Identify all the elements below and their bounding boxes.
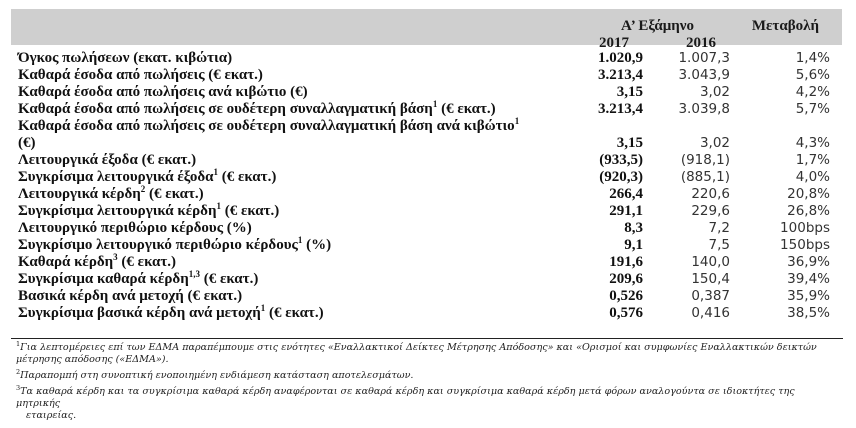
row-label: Καθαρά έσοδα από πωλήσεις σε ουδέτερη συναλλαγματική βάση$^1$ (€ εκατ.) — [18, 99, 496, 117]
table-row — [0, 67, 856, 84]
value-2017: 8,3 — [624, 220, 643, 236]
value-2016: 3,02 — [699, 135, 730, 151]
value-change: 39,4% — [787, 271, 830, 287]
value-change: 150bps — [780, 237, 830, 253]
value-2016: 3.043,9 — [678, 67, 730, 83]
table-row — [0, 237, 856, 254]
value-2016: 3.039,8 — [678, 101, 730, 117]
year-2017-header: 2017 — [599, 35, 629, 51]
value-2017: (933,5) — [599, 152, 643, 168]
value-2016: 0,416 — [691, 305, 730, 321]
value-change: 1,7% — [795, 152, 830, 168]
table-row — [0, 220, 856, 237]
value-change: 4,3% — [795, 135, 830, 151]
value-2017: 3,15 — [616, 135, 643, 151]
footnote: $^1$Για λεπτομέρειες επί των ΕΔΜΑ παραπέμπουμε στις ενότητες «Εναλλακτικοί Δείκτες Μέτρησης Απόδοσης» και «Ορισμοί και συμφωνίες Εναλλακτικών δεικτών μέτρησης απόδοσης («ΕΔΜΑ»). — [16, 340, 817, 365]
value-2017: 209,6 — [609, 271, 643, 287]
row-label: Συγκρίσιμα βασικά κέρδη ανά μετοχή$^1$ (€ εκατ.) — [18, 303, 324, 321]
value-change: 38,5% — [787, 305, 830, 321]
value-change: 5,6% — [795, 67, 830, 83]
table-row — [0, 101, 856, 118]
row-label: Καθαρά κέρδη$^3$ (€ εκατ.) — [18, 252, 177, 270]
row-label: Συγκρίσιμα λειτουργικά κέρδη$^1$ (€ εκατ.) — [18, 201, 280, 219]
row-label: Βασικά κέρδη ανά μετοχή (€ εκατ.) — [18, 288, 243, 304]
value-2016: 3,02 — [699, 84, 730, 100]
value-2017: 9,1 — [624, 237, 643, 253]
row-label: Συγκρίσιμο λειτουργικό περιθώριο κέρδους$^1$ (%) — [18, 235, 332, 253]
table-row — [0, 50, 856, 67]
year-2016-header: 2016 — [686, 35, 716, 51]
row-label: Λειτουργικά έξοδα (€ εκατ.) — [18, 152, 197, 168]
value-2016: 0,387 — [691, 288, 730, 304]
value-2016: (918,1) — [680, 152, 730, 168]
table-bottom-rule — [11, 338, 843, 339]
table-row — [0, 118, 856, 152]
table-row — [0, 84, 856, 101]
footnotes — [16, 342, 836, 426]
value-2017: (920,3) — [599, 169, 643, 185]
value-change: 26,8% — [787, 203, 830, 219]
row-label: Καθαρά έσοδα από πωλήσεις (€ εκατ.) — [18, 67, 263, 83]
row-label: Καθαρά έσοδα από πωλήσεις ανά κιβώτιο (€) — [18, 84, 308, 100]
value-change: 36,9% — [787, 254, 830, 270]
value-2016: 150,4 — [691, 271, 730, 287]
table-body — [0, 50, 856, 322]
value-change: 4,2% — [795, 84, 830, 100]
table-row — [0, 254, 856, 271]
value-2017: 3.213,4 — [598, 101, 643, 117]
value-2016: 1.007,3 — [678, 50, 730, 66]
value-2017: 0,576 — [609, 305, 643, 321]
row-label: Λειτουργικά κέρδη$^2$ (€ εκατ.) — [18, 184, 204, 202]
value-2016: 140,0 — [691, 254, 730, 270]
period-header: Α’ Εξάμηνο — [621, 18, 694, 34]
value-2017: 266,4 — [609, 186, 643, 202]
value-2017: 0,526 — [609, 288, 643, 304]
value-2017: 3.213,4 — [598, 67, 643, 83]
table-row — [0, 186, 856, 203]
value-2017: 1.020,9 — [598, 50, 643, 66]
value-2016: 220,6 — [691, 186, 730, 202]
value-2016: 7,5 — [708, 237, 730, 253]
footnote: $^2$Παραπομπή στη συνοπτική ενοποιημένη ενδιάμεση κατάσταση αποτελεσμάτων. — [16, 368, 414, 381]
table-row — [0, 169, 856, 186]
value-2017: 191,6 — [609, 254, 643, 270]
footnote: $^3$Τα καθαρά κέρδη και τα συγκρίσιμα καθαρά κέρδη αναφέρονται σε καθαρά κέρδη και συγκρίσιμα καθαρά κέρδη μετά φόρων αναλογούντα σε ιδιοκτήτες της μητρικής εταιρείας. — [16, 384, 795, 421]
row-label: Καθαρά έσοδα από πωλήσεις σε ουδέτερη συναλλαγματική βάση ανά κιβώτιο$^1$ (€) — [18, 116, 520, 151]
value-2016: 229,6 — [691, 203, 730, 219]
table-row — [0, 152, 856, 169]
value-change: 100bps — [780, 220, 830, 236]
value-change: 20,8% — [787, 186, 830, 202]
value-change: 5,7% — [795, 101, 830, 117]
table-row — [0, 271, 856, 288]
table-row — [0, 288, 856, 305]
row-label: Συγκρίσιμα λειτουργικά έξοδα$^1$ (€ εκατ.) — [18, 167, 277, 185]
table-row — [0, 203, 856, 220]
value-2017: 3,15 — [616, 84, 643, 100]
value-2016: 7,2 — [708, 220, 730, 236]
value-2017: 291,1 — [609, 203, 643, 219]
table-row — [0, 305, 856, 322]
row-label: Λειτουργικό περιθώριο κέρδους (%) — [18, 220, 252, 236]
value-change: 4,0% — [795, 169, 830, 185]
value-change: 35,9% — [787, 288, 830, 304]
value-2016: (885,1) — [680, 169, 730, 185]
value-change: 1,4% — [795, 50, 830, 66]
row-label: Όγκος πωλήσεων (εκατ. κιβώτια) — [18, 50, 233, 66]
row-label: Συγκρίσιμα καθαρά κέρδη$^{1,3}$ (€ εκατ.) — [18, 269, 259, 287]
change-header: Μεταβολή — [751, 18, 819, 34]
table-header — [11, 9, 842, 51]
